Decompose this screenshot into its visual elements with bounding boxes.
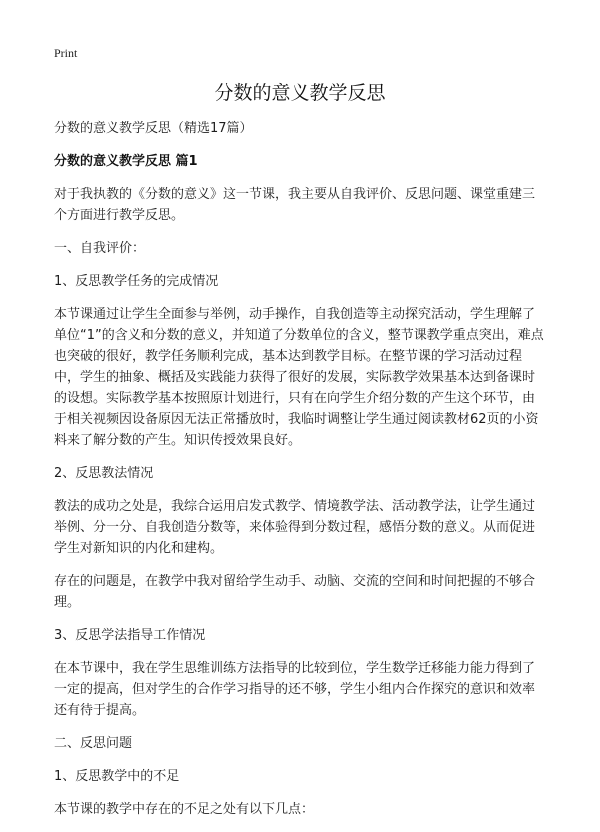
heading-learning-guidance: 3、反思学法指导工作情况 — [54, 628, 206, 643]
paragraph-teaching-method-problem: 存在的问题是，在教学中我对留给学生动手、动脑、交流的空间和时间把握的不够合理。 — [54, 574, 536, 610]
heading-reflection-problems: 二、反思问题 — [54, 736, 133, 751]
paragraph-task-completion: 本节课通过让学生全面参与举例，动手操作，自我创造等主动探究活动，学生理解了单位“1”的含义和分数的意义，并知道了分数单位的含义，整节课教学重点突出，难点也突破的很好，教学任务顺利完成，基本达到教学目标。在整节课的学习活动过程中，学生的抽象、概括及实践能力获得了很好的发展，实际教学效果基本达到备课时的设想。实际教学基本按照原计划进行，只有在向学生介绍分数的产生这个环节，由于相关视频因设备原因无法正常播放时，我临时调整让学生通过阅读教材62页的小资料来了解分数的产生。知识传授效果良好。 — [54, 307, 544, 448]
section-title: 分数的意义教学反思 篇1 — [54, 154, 198, 169]
paragraph-shortcomings-intro: 本节课的教学中存在的不足之处有以下几点： — [54, 802, 315, 817]
paragraph-learning-guidance: 在本节课中，我在学生思维训练方法指导的比较到位，学生数学迁移能力能力得到了一定的提高，但对学生的合作学习指导的还不够，学生小组内合作探究的意识和效率还有待于提高。 — [54, 661, 536, 718]
document-title: 分数的意义教学反思 — [214, 82, 386, 104]
heading-task-completion: 1、反思教学任务的完成情况 — [54, 274, 219, 289]
heading-teaching-method: 2、反思教法情况 — [54, 466, 154, 481]
heading-teaching-shortcomings: 1、反思教学中的不足 — [54, 769, 180, 784]
print-label: Print — [54, 46, 78, 60]
paragraph-intro: 对于我执教的《分数的意义》这一节课，我主要从自我评价、反思问题、课堂重建三个方面进行教学反思。 — [54, 187, 536, 223]
document-body — [54, 118, 544, 832]
paragraph-teaching-method-success: 教法的成功之处是，我综合运用启发式教学、情境教学法、活动教学法，让学生通过举例、分一分、自我创造分数等，来体验得到分数过程，感悟分数的意义。从而促进学生对新知识的内化和建构。 — [54, 499, 536, 556]
document-subtitle: 分数的意义教学反思（精选17篇） — [54, 121, 253, 136]
heading-self-evaluation: 一、自我评价： — [54, 241, 146, 256]
